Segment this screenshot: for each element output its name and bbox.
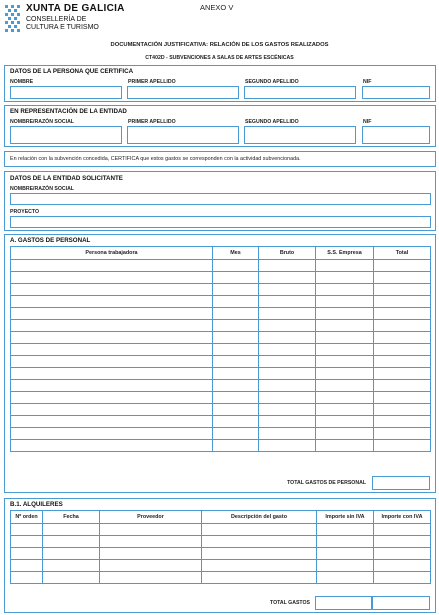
personnel-table-cell[interactable] — [11, 272, 213, 284]
personnel-table-cell[interactable] — [316, 344, 374, 356]
personnel-table-row — [11, 308, 431, 320]
personnel-table-cell[interactable] — [11, 440, 213, 452]
rentals-table-cell[interactable] — [374, 536, 431, 548]
personnel-table-row — [11, 260, 431, 272]
rentals-col-amount-gross: Importe con IVA — [374, 511, 431, 524]
certifier-first-surname-field[interactable] — [127, 86, 239, 99]
personnel-table-cell[interactable] — [259, 392, 316, 404]
personnel-col-gross: Bruto — [259, 247, 316, 260]
personnel-table-cell[interactable] — [213, 272, 259, 284]
rentals-col-order: Nº orden — [11, 511, 43, 524]
personnel-table-cell[interactable] — [213, 260, 259, 272]
personnel-table-cell[interactable] — [213, 284, 259, 296]
personnel-table-cell[interactable] — [259, 356, 316, 368]
personnel-table-cell[interactable] — [259, 404, 316, 416]
dept-line1: CONSELLERÍA DE — [26, 16, 87, 23]
representation-nif-field[interactable] — [362, 126, 430, 144]
applicant-name-label: NOMBRE/RAZÓN SOCIAL — [10, 186, 74, 192]
representation-section — [4, 105, 436, 147]
rentals-table-cell[interactable] — [374, 572, 431, 584]
personnel-table-row — [11, 284, 431, 296]
applicant-project-field[interactable] — [10, 216, 431, 228]
personnel-table-row — [11, 332, 431, 344]
personnel-table-cell[interactable] — [316, 332, 374, 344]
rentals-table-cell[interactable] — [317, 560, 374, 572]
personnel-table-cell[interactable] — [259, 380, 316, 392]
representation-second-surname-label: SEGUNDO APELLIDO — [245, 119, 299, 125]
personnel-table-cell[interactable] — [259, 344, 316, 356]
personnel-table-cell[interactable] — [259, 428, 316, 440]
rentals-col-date: Fecha — [43, 511, 100, 524]
applicant-project-label: PROYECTO — [10, 209, 40, 215]
personnel-table-cell[interactable] — [213, 308, 259, 320]
certifier-nif-field[interactable] — [362, 86, 430, 99]
rentals-table-cell[interactable] — [374, 548, 431, 560]
rentals-table-cell[interactable] — [100, 536, 202, 548]
personnel-table-cell[interactable] — [374, 260, 431, 272]
personnel-table-cell[interactable] — [374, 284, 431, 296]
personnel-table-cell[interactable] — [316, 296, 374, 308]
personnel-table-row — [11, 344, 431, 356]
rentals-table-cell[interactable] — [43, 560, 100, 572]
personnel-table-row — [11, 392, 431, 404]
certification-statement — [4, 151, 436, 167]
certification-text: En relación con la subvención concedida, CERTIFICA que estos gastos se corresponden con la actividad subvencionada. — [10, 156, 301, 162]
personnel-table-row — [11, 320, 431, 332]
personnel-table-cell[interactable] — [374, 344, 431, 356]
personnel-table-cell[interactable] — [316, 260, 374, 272]
rentals-table-cell[interactable] — [11, 524, 43, 536]
personnel-table-cell[interactable] — [11, 344, 213, 356]
personnel-table-cell[interactable] — [316, 392, 374, 404]
personnel-table-cell[interactable] — [374, 272, 431, 284]
personnel-total-label: TOTAL GASTOS DE PERSONAL — [287, 480, 366, 486]
personnel-table-cell[interactable] — [316, 440, 374, 452]
personnel-title: A. GASTOS DE PERSONAL — [10, 237, 91, 244]
personnel-table-cell[interactable] — [374, 320, 431, 332]
rentals-table-cell[interactable] — [317, 548, 374, 560]
applicant-section — [4, 171, 436, 231]
rentals-col-description: Descripción del gasto — [202, 511, 317, 524]
rentals-table-cell[interactable] — [11, 560, 43, 572]
applicant-name-field[interactable] — [10, 193, 431, 205]
certifier-first-surname-label: PRIMER APELLIDO — [128, 79, 176, 85]
rentals-table-row — [11, 548, 431, 560]
personnel-col-ss: S.S. Empresa — [316, 247, 374, 260]
personnel-table-cell[interactable] — [316, 368, 374, 380]
dept-line2: CULTURA E TURISMO — [26, 24, 99, 31]
personnel-table-cell[interactable] — [11, 404, 213, 416]
rentals-table-cell[interactable] — [202, 524, 317, 536]
rentals-table-row — [11, 536, 431, 548]
certifier-second-surname-field[interactable] — [244, 86, 356, 99]
rentals-table-cell[interactable] — [202, 572, 317, 584]
personnel-table-cell[interactable] — [213, 404, 259, 416]
rentals-table-cell[interactable] — [100, 524, 202, 536]
personnel-table-cell[interactable] — [316, 284, 374, 296]
personnel-table-row — [11, 356, 431, 368]
rentals-table — [10, 510, 431, 584]
personnel-table-cell[interactable] — [259, 320, 316, 332]
personnel-table-cell[interactable] — [213, 368, 259, 380]
personnel-table-cell[interactable] — [374, 368, 431, 380]
personnel-table-cell[interactable] — [11, 428, 213, 440]
personnel-table-cell[interactable] — [213, 356, 259, 368]
personnel-table-cell[interactable] — [213, 428, 259, 440]
personnel-table-cell[interactable] — [374, 416, 431, 428]
rentals-total-label: TOTAL GASTOS — [270, 600, 310, 606]
personnel-table-cell[interactable] — [213, 380, 259, 392]
rentals-table-cell[interactable] — [43, 548, 100, 560]
rentals-table-cell[interactable] — [202, 560, 317, 572]
personnel-table-cell[interactable] — [374, 380, 431, 392]
rentals-table-cell[interactable] — [43, 536, 100, 548]
personnel-table-cell[interactable] — [259, 308, 316, 320]
applicant-title: DATOS DE LA ENTIDAD SOLICITANTE — [10, 175, 123, 182]
doc-title: DOCUMENTACIÓN JUSTIFICATIVA: RELACIÓN DE LOS GASTOS REALIZADOS — [110, 42, 329, 48]
rentals-table-row — [11, 560, 431, 572]
rentals-table-row — [11, 572, 431, 584]
rentals-title: B.1. ALQUILERES — [10, 501, 63, 508]
personnel-table-cell[interactable] — [213, 440, 259, 452]
personnel-table-cell[interactable] — [213, 296, 259, 308]
rentals-table-cell[interactable] — [317, 572, 374, 584]
personnel-table-cell[interactable] — [316, 404, 374, 416]
representation-name-label: NOMBRE/RAZÓN SOCIAL — [10, 119, 74, 125]
personnel-table-row — [11, 272, 431, 284]
personnel-table-cell[interactable] — [374, 440, 431, 452]
xunta-logo — [4, 3, 129, 37]
certifier-name-label: NOMBRE — [10, 79, 34, 85]
personnel-table-cell[interactable] — [259, 440, 316, 452]
rentals-total-net-field[interactable] — [315, 596, 372, 610]
representation-nif-label: NIF — [363, 119, 372, 125]
personnel-table-cell[interactable] — [316, 428, 374, 440]
representation-first-surname-label: PRIMER APELLIDO — [128, 119, 176, 125]
personnel-total-field[interactable] — [372, 476, 430, 490]
certifier-nif-label: NIF — [363, 79, 372, 85]
personnel-table-cell[interactable] — [259, 260, 316, 272]
certifier-name-field[interactable] — [10, 86, 122, 99]
personnel-col-worker: Persona trabajadora — [11, 247, 213, 260]
personnel-table-cell[interactable] — [11, 356, 213, 368]
org-name: XUNTA DE GALICIA — [26, 3, 125, 14]
personnel-table-cell[interactable] — [316, 320, 374, 332]
personnel-table-cell[interactable] — [259, 272, 316, 284]
personnel-table-row — [11, 296, 431, 308]
personnel-table-cell[interactable] — [11, 296, 213, 308]
rentals-table-cell[interactable] — [11, 572, 43, 584]
rentals-table-cell[interactable] — [317, 536, 374, 548]
representation-name-field[interactable] — [10, 126, 122, 144]
personnel-table-cell[interactable] — [259, 416, 316, 428]
personnel-col-month: Mes — [213, 247, 259, 260]
representation-second-surname-field[interactable] — [244, 126, 356, 144]
personnel-table-cell[interactable] — [316, 272, 374, 284]
personnel-table-row — [11, 380, 431, 392]
personnel-table-row — [11, 428, 431, 440]
rentals-table-cell[interactable] — [100, 548, 202, 560]
personnel-table-row — [11, 368, 431, 380]
rentals-table-cell[interactable] — [43, 524, 100, 536]
personnel-table-cell[interactable] — [374, 356, 431, 368]
personnel-table-cell[interactable] — [11, 416, 213, 428]
personnel-table-cell[interactable] — [374, 308, 431, 320]
rentals-col-provider: Proveedor — [100, 511, 202, 524]
rentals-table-cell[interactable] — [374, 524, 431, 536]
personnel-table-cell[interactable] — [213, 392, 259, 404]
personnel-table-cell[interactable] — [374, 392, 431, 404]
rentals-table-cell[interactable] — [317, 524, 374, 536]
personnel-table-cell[interactable] — [213, 416, 259, 428]
personnel-table-cell[interactable] — [259, 284, 316, 296]
annex-label: ANEXO V — [200, 3, 234, 12]
rentals-table-cell[interactable] — [202, 548, 317, 560]
rentals-table-cell[interactable] — [11, 548, 43, 560]
personnel-table-cell[interactable] — [11, 320, 213, 332]
personnel-table — [10, 246, 431, 452]
rentals-table-cell[interactable] — [202, 536, 317, 548]
personnel-table-cell[interactable] — [213, 320, 259, 332]
personnel-table-cell[interactable] — [213, 332, 259, 344]
personnel-table-cell[interactable] — [11, 368, 213, 380]
personnel-col-total: Total — [374, 247, 431, 260]
certifier-second-surname-label: SEGUNDO APELLIDO — [245, 79, 299, 85]
representation-first-surname-field[interactable] — [127, 126, 239, 144]
personnel-table-cell[interactable] — [374, 296, 431, 308]
personnel-table-cell[interactable] — [259, 368, 316, 380]
personnel-table-cell[interactable] — [316, 308, 374, 320]
personnel-table-cell[interactable] — [374, 428, 431, 440]
personnel-table-cell[interactable] — [374, 332, 431, 344]
personnel-table-cell[interactable] — [11, 260, 213, 272]
doc-subtitle: CT402D - SUBVENCIONES A SALAS DE ARTES ESCÉNICAS — [145, 55, 294, 61]
rentals-col-amount-net: Importe sin IVA — [317, 511, 374, 524]
personnel-table-cell[interactable] — [316, 416, 374, 428]
rentals-table-cell[interactable] — [43, 572, 100, 584]
personnel-table-cell[interactable] — [374, 404, 431, 416]
rentals-total-gross-field[interactable] — [372, 596, 430, 610]
xunta-emblem-icon — [4, 4, 21, 34]
certifier-title: DATOS DE LA PERSONA QUE CERTIFICA — [10, 68, 134, 75]
personnel-table-cell[interactable] — [11, 332, 213, 344]
personnel-table-cell[interactable] — [11, 380, 213, 392]
personnel-table-cell[interactable] — [213, 344, 259, 356]
personnel-table-cell[interactable] — [259, 296, 316, 308]
rentals-table-row — [11, 524, 431, 536]
personnel-table-cell[interactable] — [11, 308, 213, 320]
rentals-table-cell[interactable] — [100, 572, 202, 584]
certifier-section — [4, 65, 436, 102]
rentals-table-cell[interactable] — [374, 560, 431, 572]
personnel-table-cell[interactable] — [316, 380, 374, 392]
personnel-table-cell[interactable] — [11, 284, 213, 296]
personnel-table-cell[interactable] — [11, 392, 213, 404]
rentals-table-cell[interactable] — [11, 536, 43, 548]
personnel-table-row — [11, 440, 431, 452]
personnel-table-row — [11, 416, 431, 428]
rentals-table-cell[interactable] — [100, 560, 202, 572]
personnel-table-row — [11, 404, 431, 416]
personnel-table-cell[interactable] — [259, 332, 316, 344]
representation-title: EN REPRESENTACIÓN DE LA ENTIDAD — [10, 108, 127, 115]
personnel-table-cell[interactable] — [316, 356, 374, 368]
